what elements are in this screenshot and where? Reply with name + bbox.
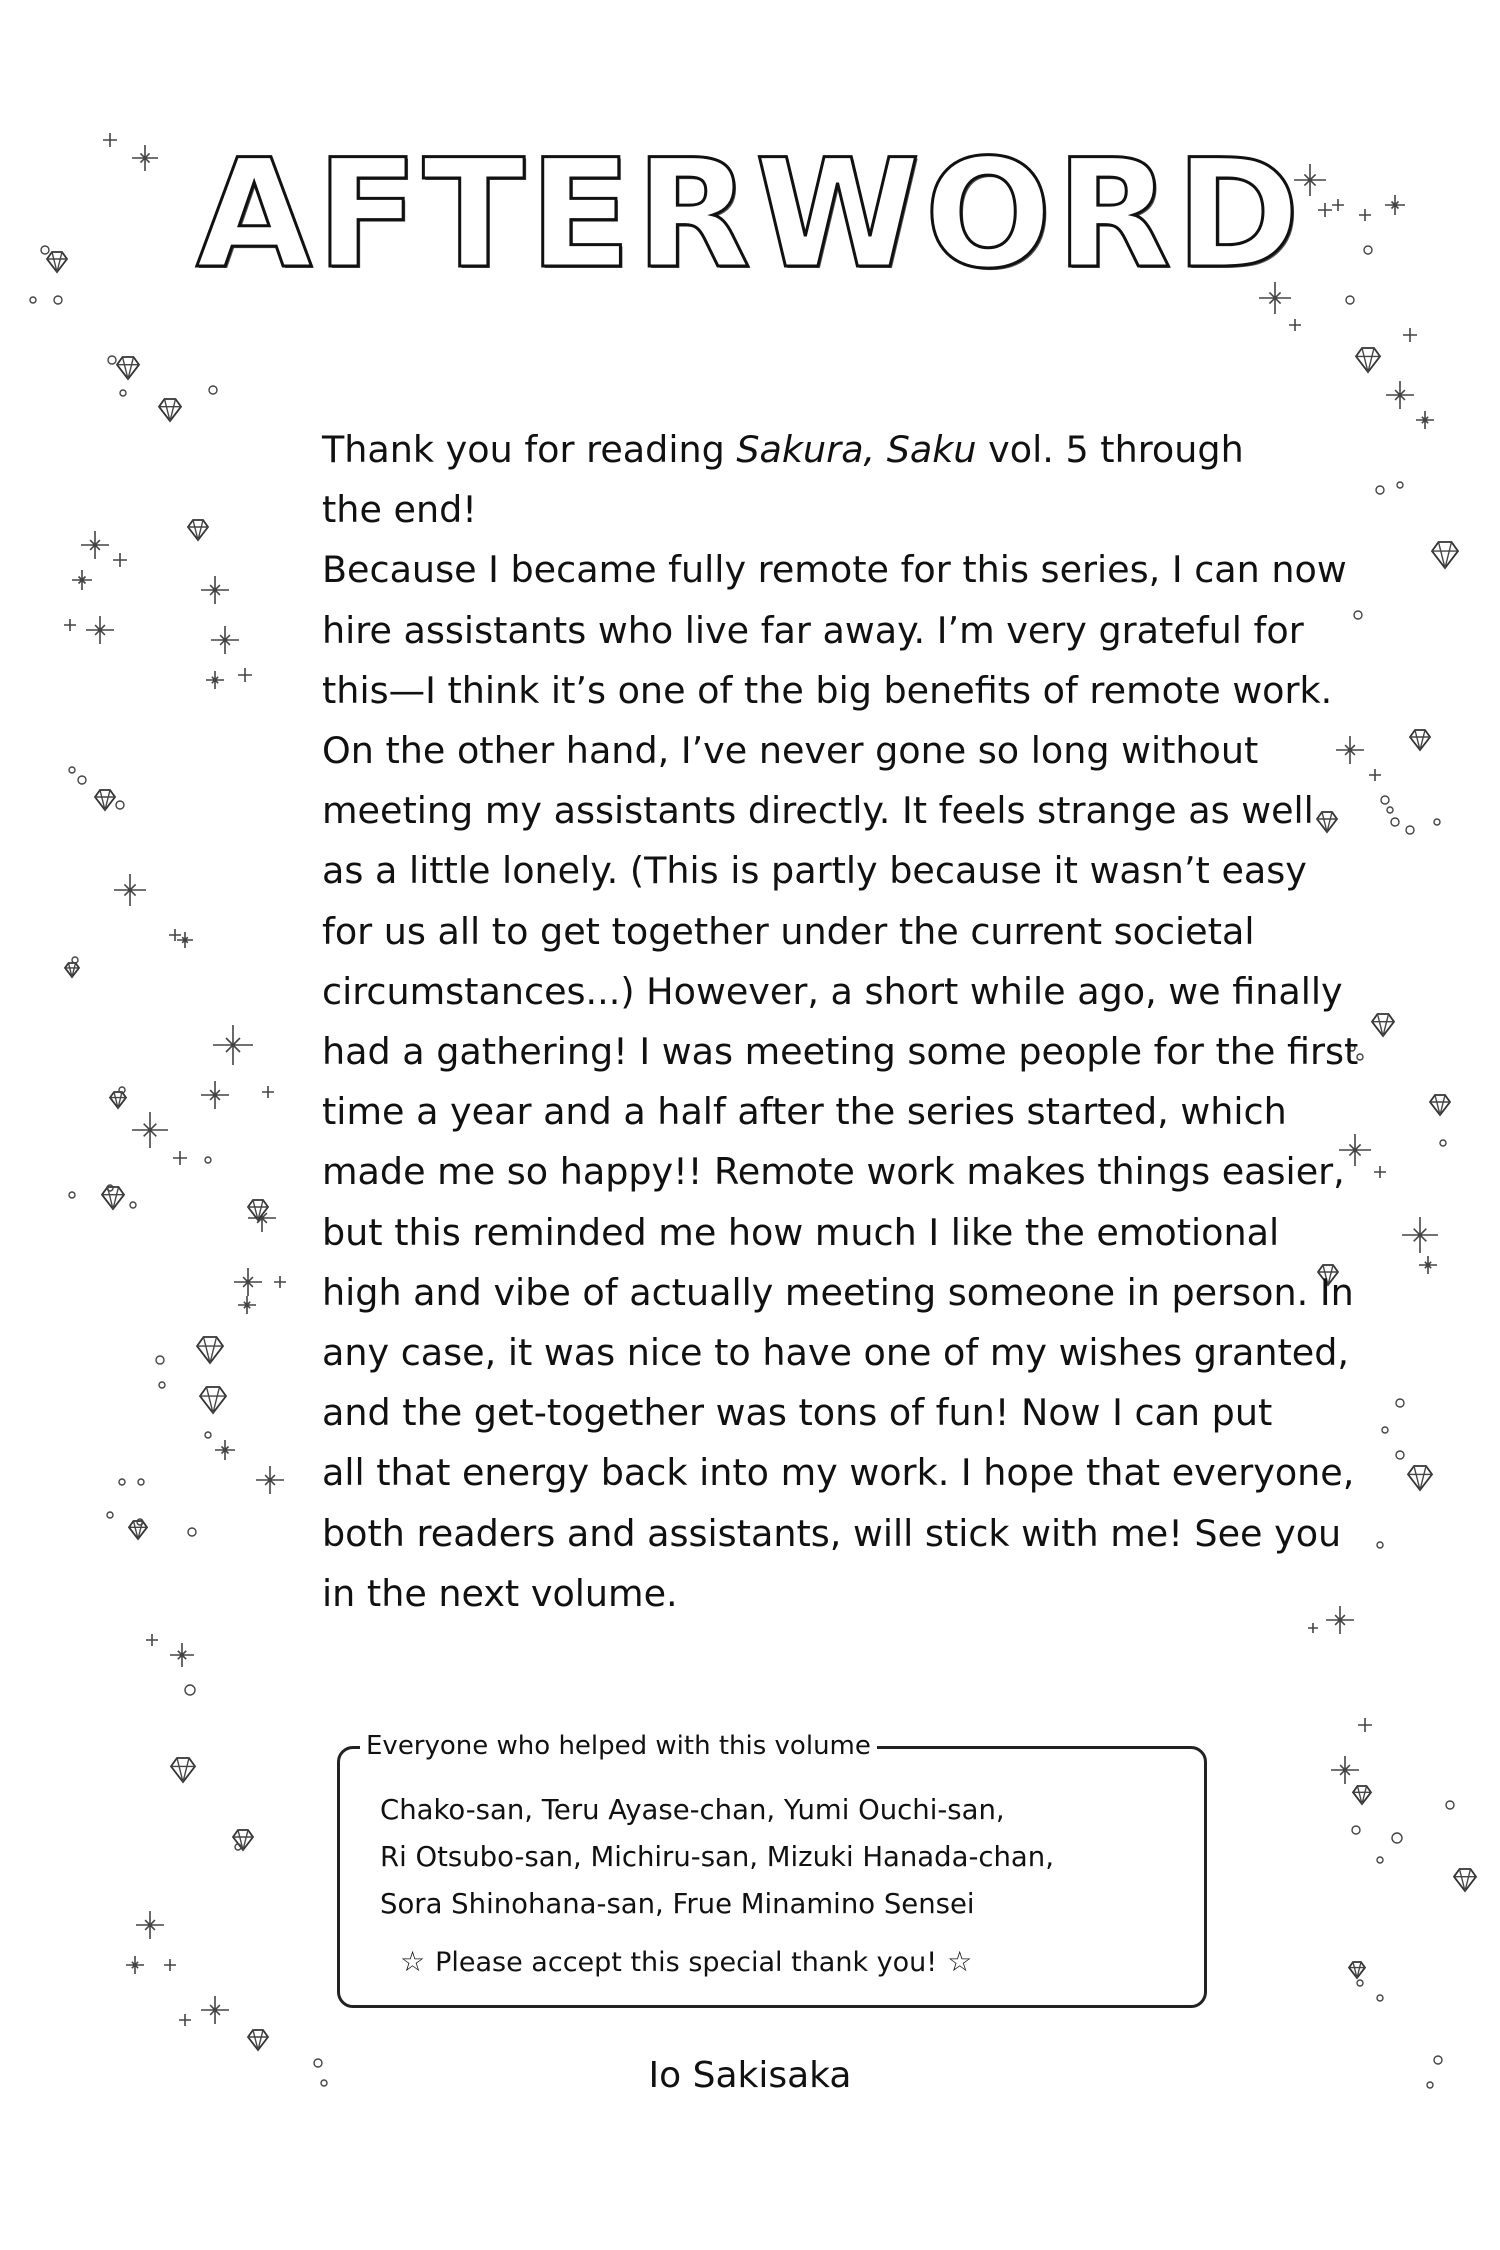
sparkle-icon [238, 668, 252, 682]
body-line [322, 962, 1343, 1022]
gem-icon [1454, 1869, 1476, 1891]
sparkle-icon [274, 1276, 286, 1288]
body-line [322, 1443, 1355, 1503]
sparkle-icon [1308, 1623, 1318, 1633]
sparkle-icon [1336, 736, 1364, 764]
dot-icon [188, 1528, 196, 1536]
dot-icon [1357, 1980, 1363, 1986]
gem-icon [95, 790, 115, 810]
dot-icon [1392, 1833, 1402, 1843]
dot-icon [1396, 1451, 1404, 1459]
body-text-segment: Because I became fully remote for this series, I can now [322, 548, 1347, 592]
dot-icon [138, 1479, 144, 1485]
sparkle-icon [201, 1081, 229, 1109]
sparkle-icon [1289, 319, 1301, 331]
sparkle-icon [179, 2014, 191, 2026]
dot-icon [1352, 1826, 1360, 1834]
dot-icon [1346, 296, 1354, 304]
dot-icon [1387, 807, 1393, 813]
dot-icon [209, 386, 217, 394]
gem-icon [102, 1187, 124, 1209]
helpers-names [380, 1787, 1054, 1928]
sparkle-icon [173, 1151, 187, 1165]
body-line [322, 480, 1282, 540]
sparkle-icon [1331, 1756, 1359, 1784]
helpers-names-line: Sora Shinohana-san, Frue Minamino Sensei [380, 1888, 975, 1920]
gem-icon [1410, 730, 1430, 750]
dot-icon [205, 1157, 211, 1163]
gem-icon [200, 1387, 226, 1413]
special-thanks-line [390, 1945, 982, 1978]
gem-icon [117, 357, 139, 379]
series-title: Sakura, Saku [736, 428, 977, 471]
sparkle-icon [126, 1956, 144, 1974]
sparkle-icon [1369, 769, 1381, 781]
dot-icon [69, 1192, 75, 1198]
body-line [322, 661, 1333, 721]
star-icon: ☆ [400, 1945, 426, 1978]
body-text-segment: meeting my assistants directly. It feels strange as well [322, 789, 1314, 833]
gem-icon [248, 1200, 268, 1220]
helpers-names-line: Chako-san, Teru Ayase-chan, Yumi Ouchi-san, [380, 1794, 1005, 1826]
sparkle-icon [1386, 381, 1414, 409]
body-text-segment: any case, it was nice to have one of my wishes granted, [322, 1331, 1350, 1375]
dot-icon [1434, 819, 1440, 825]
dot-icon [159, 1382, 165, 1388]
body-text-segment: time a year and a half after the series started, which [322, 1090, 1287, 1134]
body-line [322, 841, 1307, 901]
body-line [322, 781, 1314, 841]
body-text-segment: as a little lonely. (This is partly because it wasn’t easy [322, 849, 1307, 893]
sparkle-icon [1374, 1166, 1386, 1178]
body-text-segment: hire assistants who live far away. I’m very grateful for [322, 608, 1304, 652]
dot-icon [116, 801, 124, 809]
dot-icon [156, 1356, 164, 1364]
body-text-segment: all that energy back into my work. I hope that everyone, [322, 1451, 1355, 1495]
dot-icon [205, 1432, 211, 1438]
dot-icon [185, 1685, 195, 1695]
sparkle-icon [1326, 1606, 1354, 1634]
dot-icon [119, 1479, 125, 1485]
dot-icon [1440, 1140, 1446, 1146]
sparkle-icon [211, 626, 239, 654]
special-thanks-text: Please accept this special thank you! [435, 1947, 938, 1978]
sparkle-icon [234, 1268, 262, 1296]
sparkle-icon [132, 1112, 168, 1148]
dot-icon [1377, 1995, 1383, 2001]
sparkle-icon [64, 619, 76, 631]
sparkle-icon [146, 1634, 158, 1646]
dot-icon [1354, 611, 1362, 619]
body-line [322, 721, 1282, 781]
dot-icon [1397, 482, 1403, 488]
dot-icon [120, 390, 126, 396]
dot-icon [69, 767, 75, 773]
body-line [322, 1383, 1282, 1443]
sparkle-icon [1419, 1256, 1437, 1274]
star-icon: ☆ [947, 1945, 973, 1978]
dot-icon [1381, 796, 1389, 804]
sparkle-icon [81, 531, 109, 559]
body-line [322, 1082, 1287, 1142]
body-text-segment: the end! [322, 488, 477, 532]
helpers-heading: Everyone who helped with this volume [360, 1731, 877, 1761]
body-line [322, 420, 1282, 480]
body-line [322, 1142, 1345, 1202]
body-text-segment: this—I think it’s one of the big benefits of remote work. [322, 668, 1333, 712]
sparkle-icon [113, 553, 127, 567]
body-text-segment: for us all to get together under the current societal [322, 909, 1255, 953]
dot-icon [30, 297, 36, 303]
sparkle-icon [1416, 411, 1434, 429]
body-text-segment: high and vibe of actually meeting someone in person. In [322, 1270, 1354, 1314]
body-text-segment: but this reminded me how much I like the emotional [322, 1210, 1280, 1254]
gem-icon [1372, 1014, 1394, 1036]
sparkle-icon [164, 1959, 176, 1971]
dot-icon [78, 776, 86, 784]
sparkle-icon [206, 671, 224, 689]
body-line [322, 601, 1304, 661]
page-title: AFTERWORD [196, 128, 1304, 302]
gem-icon [233, 1830, 253, 1850]
gem-icon [159, 399, 181, 421]
body-line [322, 1564, 1282, 1624]
sparkle-icon [256, 1466, 284, 1494]
dot-icon [1377, 1857, 1383, 1863]
sparkle-icon [72, 570, 92, 590]
body-text-segment: On the other hand, I’ve never gone so long without [322, 729, 1259, 773]
dot-icon [1376, 486, 1384, 494]
gem-icon [1356, 348, 1380, 372]
dot-icon [107, 1512, 113, 1518]
gem-icon [1430, 1095, 1450, 1115]
gem-icon [1432, 542, 1458, 568]
body-line [322, 1504, 1342, 1564]
dot-icon [130, 1202, 136, 1208]
body-text-segment: both readers and assistants, will stick with me! See you [322, 1511, 1342, 1555]
gem-icon [197, 1337, 223, 1363]
helpers-credit-box [337, 1731, 1207, 2008]
helpers-names-line: Ri Otsubo-san, Michiru-san, Mizuki Hanada-chan, [380, 1841, 1054, 1873]
dot-icon [1377, 1542, 1383, 1548]
body-line [322, 1323, 1350, 1383]
sparkle-icon [238, 1296, 256, 1314]
body-text-segment: Thank you for reading [322, 428, 737, 471]
body-text-segment: and the get-together was tons of fun! Now I can put [322, 1391, 1273, 1435]
body-text-segment: made me so happy!! Remote work makes things easier, [322, 1150, 1345, 1194]
body-text-segment: had a gathering! I was meeting some people for the first [322, 1030, 1359, 1074]
body-text-segment: in the next volume. [322, 1571, 678, 1615]
body-line [322, 902, 1282, 962]
sparkle-icon [262, 1086, 274, 1098]
sparkle-icon [86, 616, 114, 644]
author-signature: Io Sakisaka [648, 2055, 852, 2096]
gem-icon [1408, 1466, 1432, 1490]
sparkle-icon [1403, 328, 1417, 342]
body-text-segment: vol. 5 through [976, 428, 1244, 471]
sparkle-icon [1402, 1217, 1438, 1253]
dot-icon [1396, 1399, 1404, 1407]
sparkle-icon [201, 576, 229, 604]
sparkle-icon [1358, 1718, 1372, 1732]
sparkle-icon [136, 1911, 164, 1939]
body-line [322, 1263, 1354, 1323]
gem-icon [1317, 812, 1337, 832]
sparkle-icon [170, 1643, 194, 1667]
body-line [322, 540, 1347, 600]
afterword-body [322, 420, 1359, 1624]
sparkle-icon [114, 874, 146, 906]
body-line [322, 1203, 1282, 1263]
dot-icon [54, 296, 62, 304]
sparkle-icon [201, 1996, 229, 2024]
gem-icon [248, 2030, 268, 2050]
body-text-segment: circumstances...) However, a short while ago, we finally [322, 969, 1343, 1013]
sparkle-icon [213, 1025, 253, 1065]
gem-icon [171, 1758, 195, 1782]
dot-icon [1382, 1427, 1388, 1433]
sparkle-icon [215, 1440, 235, 1460]
dot-icon [1391, 818, 1399, 826]
dot-icon [108, 356, 116, 364]
body-line [322, 1022, 1359, 1082]
dot-icon [1406, 826, 1414, 834]
gem-icon [188, 520, 208, 540]
dot-icon [1446, 1801, 1454, 1809]
